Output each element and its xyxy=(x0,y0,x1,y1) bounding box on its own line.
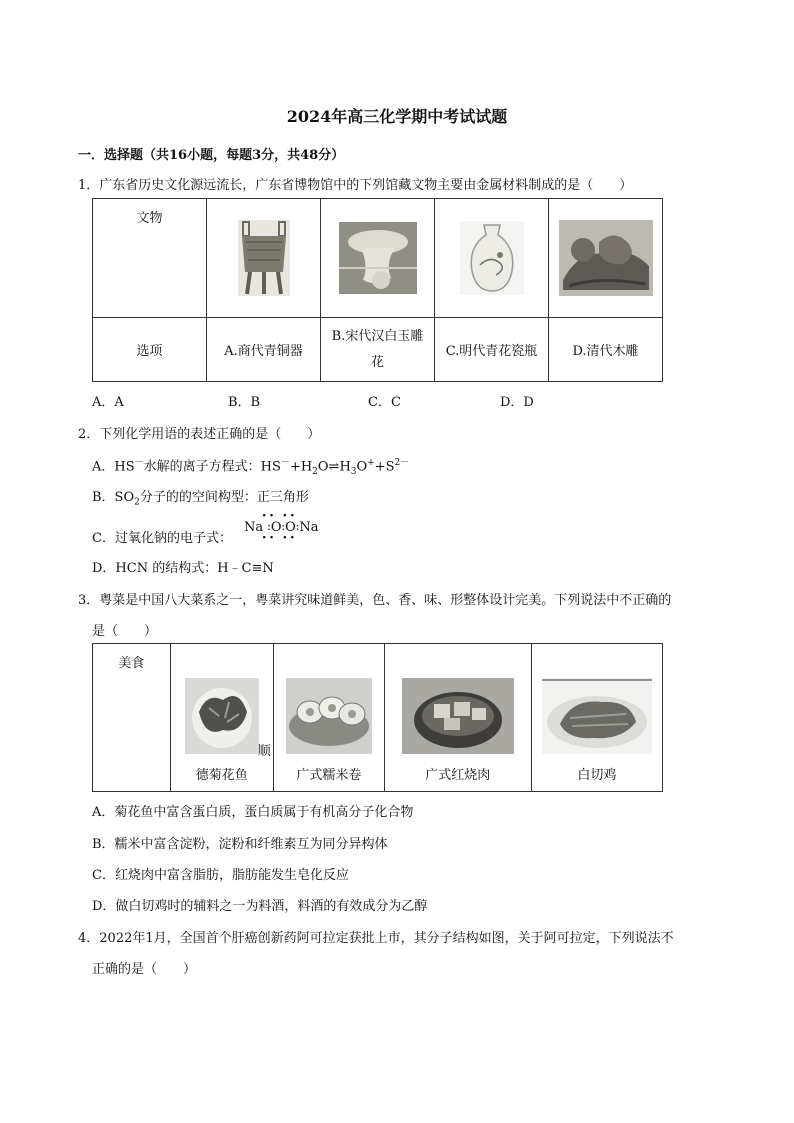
q2-option-a[interactable] xyxy=(92,455,409,477)
q2-a-mid: 水解的离子方程式：HS xyxy=(143,459,281,475)
q4-stem-line2: 正确的是（ ） xyxy=(92,962,197,977)
q3-dish-2 xyxy=(273,644,384,792)
white-cut-chicken-photo xyxy=(542,678,652,754)
q2-a-pre: A．HS xyxy=(92,459,135,475)
q3-stem-line2: 是（ ） xyxy=(92,624,158,639)
lone-pair-dots-bottom: ∙∙ ∙∙ xyxy=(262,533,298,543)
q3-dish-3-label: 广式红烧肉 xyxy=(425,768,491,783)
q1-row-label-artifact: 文物 xyxy=(93,199,207,318)
q2-a-plus: +H xyxy=(289,459,313,475)
q3-dish-1 xyxy=(170,644,273,792)
q1-option-a[interactable]: A．A xyxy=(92,395,124,410)
wood-carving-photo xyxy=(559,220,653,296)
q1-label-b-line2: 花 xyxy=(370,354,384,370)
q1-label-d: D.清代木雕 xyxy=(549,318,663,382)
q1-cell-b-image xyxy=(321,199,435,318)
sodium-peroxide-formula: Na ꞉O꞉O꞉Na xyxy=(244,520,319,535)
q3-dish-3 xyxy=(384,644,531,792)
q2-c-pre: C．过氧化钠的电子式： xyxy=(92,531,232,546)
q3-option-d[interactable]: D．做白切鸡时的辅料之一为料酒，料酒的有效成分为乙醇 xyxy=(92,899,428,914)
q2-option-b[interactable] xyxy=(92,486,309,508)
q2-a-sub1: 2 xyxy=(312,466,318,477)
q2-option-d[interactable]: D．HCN 的结构式：H﹣C≡N xyxy=(92,561,274,576)
q1-options xyxy=(0,391,794,409)
q2-a-sup1: － xyxy=(134,458,144,468)
q1-stem: 1．广东省历史文化源远流长，广东省博物馆中的下列馆藏文物主要由金属材料制成的是（ ） xyxy=(78,178,633,193)
glutinous-rice-roll-photo xyxy=(286,678,372,754)
q2-b-sub: 2 xyxy=(134,497,140,508)
q1-label-b xyxy=(321,318,435,382)
white-jade-carving-photo xyxy=(339,222,417,294)
q3-option-c[interactable]: C．红烧肉中富含脂肪，脂肪能发生皂化反应 xyxy=(92,868,349,883)
q3-stem-line1: 3．粤菜是中国八大菜系之一，粤菜讲究味道鲜美，色、香、味、形整体设计完美。下列说法中不正确的 xyxy=(78,593,672,608)
q2-option-c[interactable] xyxy=(92,527,232,546)
q1-label-c: C.明代青花瓷瓶 xyxy=(435,318,549,382)
q2-b-post: 分子的的空间构型：正三角形 xyxy=(139,490,309,505)
q3-dish-1-label: 德菊花鱼 xyxy=(195,768,248,783)
q3-table xyxy=(92,643,663,792)
q3-dish-4-label: 白切鸡 xyxy=(577,768,617,783)
q4-stem-line1: 4．2022年1月，全国首个肝癌创新药阿可拉定获批上市，其分子结构如图，关于阿可拉定，下列说法不 xyxy=(78,931,674,946)
q2-stem: 2．下列化学用语的表述正确的是（ ） xyxy=(78,427,321,442)
electron-formula xyxy=(244,511,334,545)
q3-row-label: 美食 xyxy=(93,644,171,792)
section-heading: 一．选择题（共16小题，每题3分，共48分） xyxy=(78,148,345,163)
lone-pair-dots-top: ∙∙ ∙∙ xyxy=(262,511,298,521)
q1-option-c[interactable]: C．C xyxy=(368,395,401,410)
chrysanthemum-fish-photo xyxy=(185,678,259,754)
q1-option-d[interactable]: D．D xyxy=(500,395,534,410)
q1-label-b-line1: B.宋代汉白玉雕 xyxy=(331,328,424,344)
q3-dish-4 xyxy=(531,644,662,792)
q1-option-b[interactable]: B．B xyxy=(228,395,261,410)
q2-a-oplus: O xyxy=(356,459,368,475)
q2-a-s: +S xyxy=(374,459,395,475)
q2-a-sup3: + xyxy=(367,458,375,468)
q3-dish-2-label: 广式糯米卷 xyxy=(296,768,362,783)
stray-char: 顺 xyxy=(257,744,271,759)
q2-a-sup4: 2－ xyxy=(394,458,410,468)
q1-row-label-option: 选项 xyxy=(93,318,207,382)
q2-b-pre: B．SO xyxy=(92,490,135,505)
q2-a-sub2: 3 xyxy=(350,466,357,477)
q2-a-o: O⇌H xyxy=(317,459,351,475)
bronze-vessel-photo xyxy=(238,220,290,296)
q3-option-a[interactable]: A．菊花鱼中富含蛋白质，蛋白质属于有机高分子化合物 xyxy=(92,805,414,820)
q3-option-b[interactable]: B．糯米中富含淀粉，淀粉和纤维素互为同分异构体 xyxy=(92,837,388,852)
q1-cell-c-image xyxy=(435,199,549,318)
page-title: 2024年高三化学期中考试试题 xyxy=(286,107,508,126)
q1-cell-d-image xyxy=(549,199,663,318)
q1-table xyxy=(92,198,663,382)
porcelain-vase-photo xyxy=(460,221,524,295)
q1-cell-a-image xyxy=(207,199,321,318)
q1-label-a: A.商代青铜器 xyxy=(207,318,321,382)
braised-pork-photo xyxy=(402,678,514,754)
q2-a-sup2: － xyxy=(280,458,290,468)
